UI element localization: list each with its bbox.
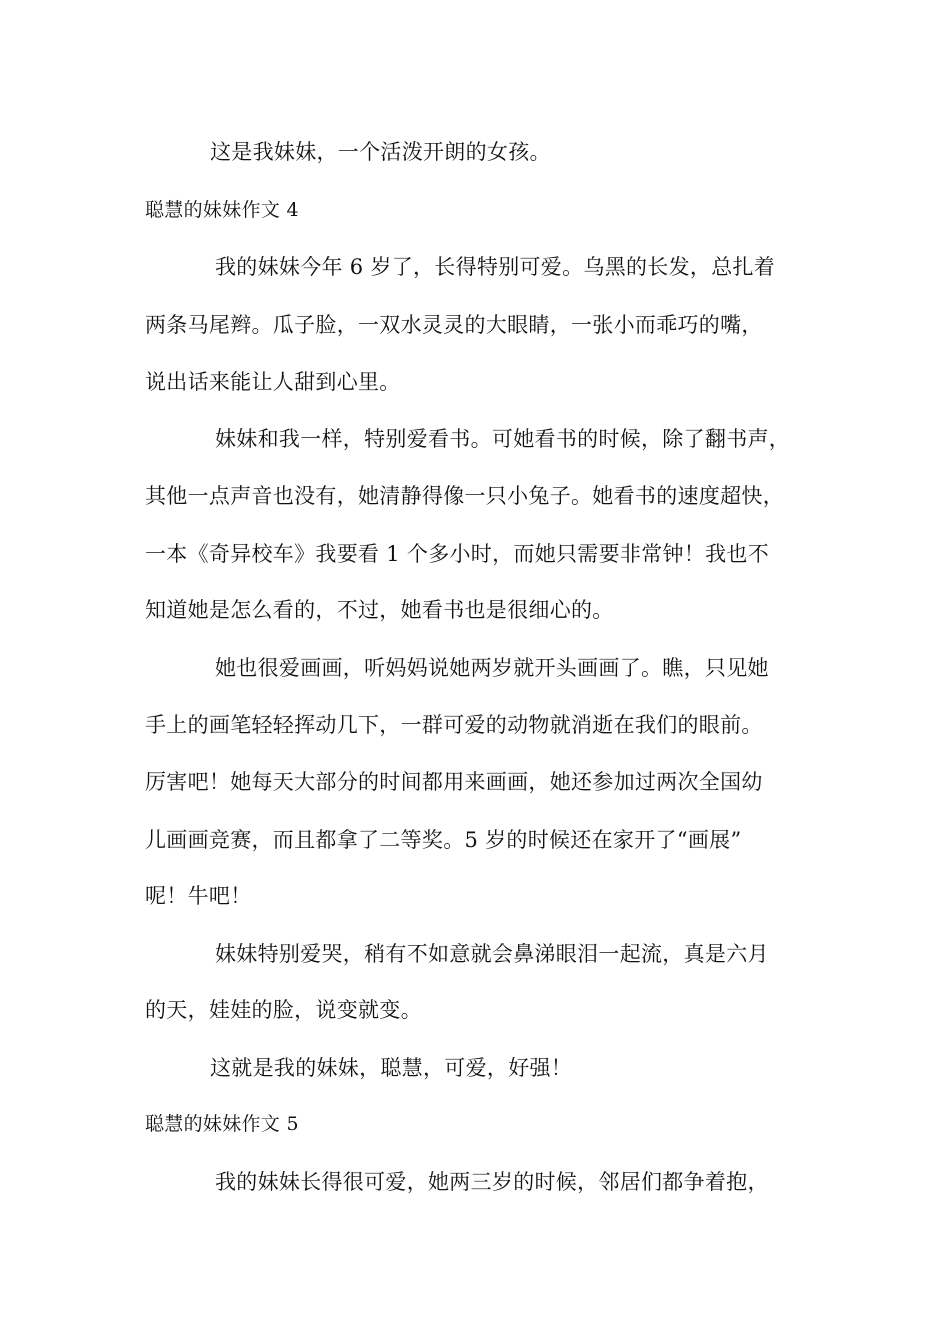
paragraph-line: 她也很爱画画，听妈妈说她两岁就开头画画了。瞧，只见她	[215, 656, 769, 680]
paragraph-line: 其他一点声音也没有，她清静得像一只小兔子。她看书的速度超快，	[145, 484, 784, 508]
paragraph-line: 这就是我的妹妹，聪慧，可爱，好强！	[210, 1056, 573, 1080]
paragraph-line: 呢！牛吧！	[145, 884, 252, 908]
section-heading: 聪慧的妹妹作文 5	[145, 1113, 299, 1135]
paragraph-line: 儿画画竞赛，而且都拿了二等奖。5 岁的时候还在家开了“画展”	[145, 828, 742, 852]
paragraph-line: 的天，娃娃的脸，说变就变。	[145, 998, 422, 1022]
paragraph-line: 手上的画笔轻轻挥动几下，一群可爱的动物就消逝在我们的眼前。	[145, 713, 763, 737]
paragraph-line: 厉害吧！她每天大部分的时间都用来画画，她还参加过两次全国幼	[145, 770, 763, 794]
paragraph-line: 一本《奇异校车》我要看 1 个多小时，而她只需要非常钟！我也不	[145, 542, 770, 566]
paragraph-line: 我的妹妹长得很可爱，她两三岁的时候，邻居们都争着抱，	[215, 1170, 769, 1194]
section-heading: 聪慧的妹妹作文 4	[145, 199, 299, 221]
paragraph-line: 妹妹和我一样，特别爱看书。可她看书的时候，除了翻书声，	[215, 427, 791, 451]
paragraph-line: 两条马尾辫。瓜子脸，一双水灵灵的大眼睛，一张小而乖巧的嘴，	[145, 313, 763, 337]
paragraph-line: 我的妹妹今年 6 岁了，长得特别可爱。乌黑的长发，总扎着	[215, 255, 776, 279]
paragraph-line: 知道她是怎么看的，不过，她看书也是很细心的。	[145, 598, 614, 622]
paragraph-line: 这是我妹妹，一个活泼开朗的女孩。	[210, 140, 551, 164]
paragraph-line: 妹妹特别爱哭，稍有不如意就会鼻涕眼泪一起流，真是六月	[215, 942, 769, 966]
paragraph-line: 说出话来能让人甜到心里。	[145, 370, 401, 394]
